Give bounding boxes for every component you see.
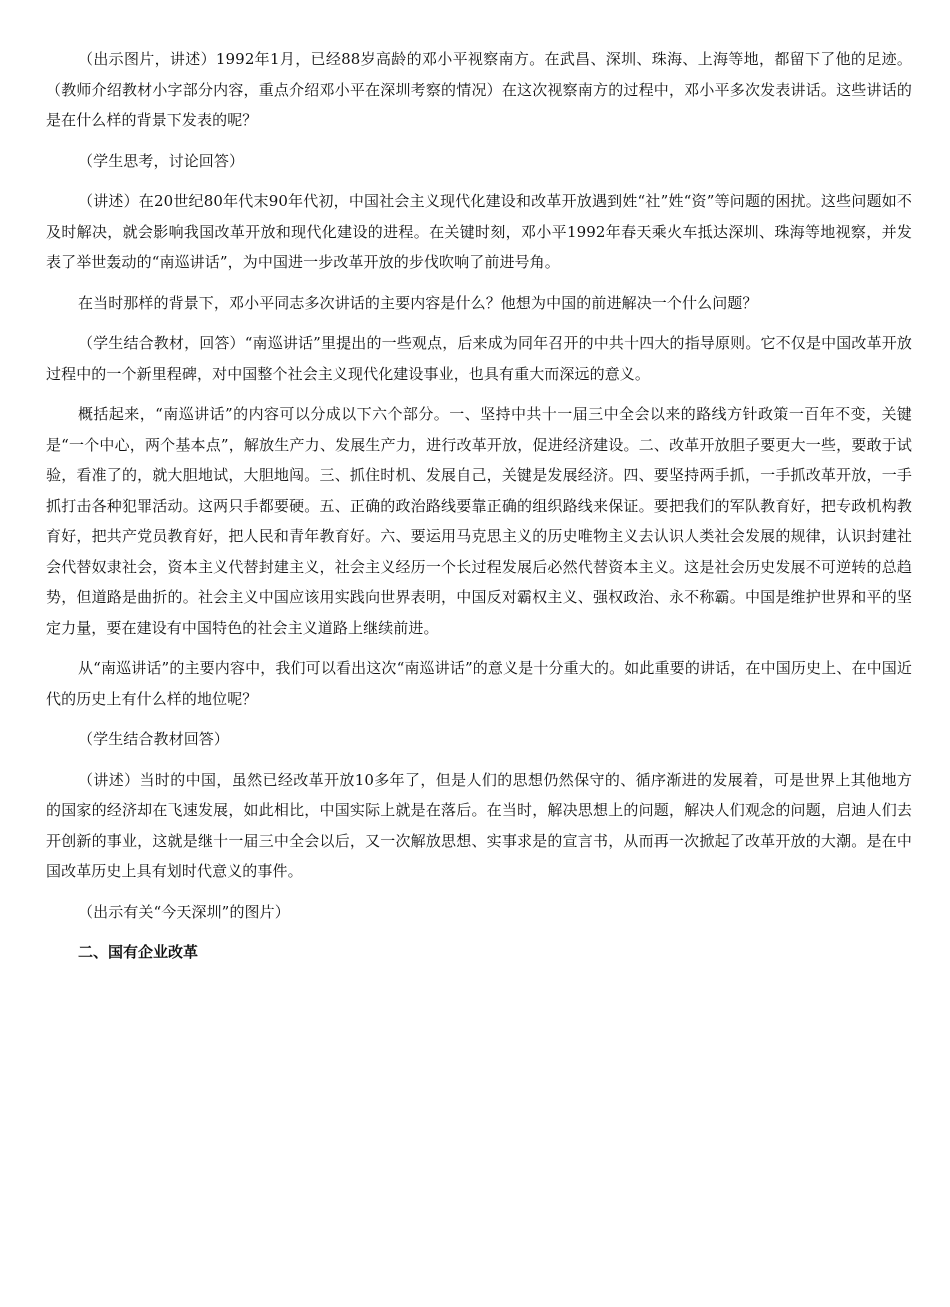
paragraph-9: （讲述）当时的中国，虽然已经改革开放10多年了，但是人们的思想仍然保守的、循序渐进的发展着，可是世界上其他地方的国家的经济却在飞速发展，如此相比，中国实际上就是在落后。在当时，解决思想上的问题，解决人们观念的问题，启迪人们去开创新的事业，这就是继十一届三中全会以后，又一次解放思想、实事求是的宣言书，从而再一次掀起了改革开放的大潮。是在中国改革历史上具有划时代意义的事件。 bbox=[46, 770, 912, 880]
paragraph-2: （学生思考，讨论回答） bbox=[78, 151, 245, 170]
section-heading: 二、国有企业改革 bbox=[78, 943, 199, 961]
paragraph-3: （讲述）在20世纪80年代末90年代初，中国社会主义现代化建设和改革开放遇到姓“社”姓“资”等问题的困扰。这些问题如不及时解决，就会影响我国改革开放和现代化建设的进程。在关键时刻，邓小平1992年春天乘火车抵达深圳、珠海等地视察，并发表了举世轰动的“南巡讲话”，为中国进一步改革开放的步伐吹响了前进号角。 bbox=[46, 192, 912, 271]
document-page bbox=[46, 44, 912, 967]
paragraph-7: 从“南巡讲话”的主要内容中，我们可以看出这次“南巡讲话”的意义是十分重大的。如此重要的讲话，在中国历史上、在中国近代的历史上有什么样的地位呢？ bbox=[46, 659, 912, 708]
paragraph-10: （出示有关“今天深圳”的图片） bbox=[78, 902, 290, 921]
paragraph-5: （学生结合教材，回答）“南巡讲话”里提出的一些观点，后来成为同年召开的中共十四大的指导原则。它不仅是中国改革开放过程中的一个新里程碑，对中国整个社会主义现代化建设事业，也具有重大而深远的意义。 bbox=[46, 334, 912, 383]
paragraph-6: 概括起来，“南巡讲话”的内容可以分成以下六个部分。一、坚持中共十一届三中全会以来的路线方针政策一百年不变，关键是“一个中心，两个基本点”，解放生产力、发展生产力，进行改革开放，促进经济建设。二、改革开放胆子要更大一些，要敢于试验，看准了的，就大胆地试，大胆地闯。三、抓住时机、发展自己，关键是发展经济。四、要坚持两手抓，一手抓改革开放，一手抓打击各种犯罪活动。这两只手都要硬。五、正确的政治路线要靠正确的组织路线来保证。要把我们的军队教育好，把专政机构教育好，把共产党员教育好，把人民和青年教育好。六、要运用马克思主义的历史唯物主义去认识人类社会发展的规律，认识封建社会代替奴隶社会，资本主义代替封建主义，社会主义经历一个长过程发展后必然代替资本主义。这是社会历史发展不可逆转的总趋势，但道路是曲折的。社会主义中国应该用实践向世界表明，中国反对霸权主义、强权政治、永不称霸。中国是维护世界和平的坚定力量，要在建设有中国特色的社会主义道路上继续前进。 bbox=[46, 405, 912, 637]
paragraph-4: 在当时那样的背景下，邓小平同志多次讲话的主要内容是什么？他想为中国的前进解决一个什么问题？ bbox=[78, 293, 758, 312]
paragraph-8: （学生结合教材回答） bbox=[78, 730, 230, 748]
paragraph-1: （出示图片，讲述）1992年1月，已经88岁高龄的邓小平视察南方。在武昌、深圳、珠海、上海等地，都留下了他的足迹。（教师介绍教材小字部分内容，重点介绍邓小平在深圳考察的情况）在这次视察南方的过程中，邓小平多次发表讲话。这些讲话的是在什么样的背景下发表的呢？ bbox=[46, 50, 912, 129]
